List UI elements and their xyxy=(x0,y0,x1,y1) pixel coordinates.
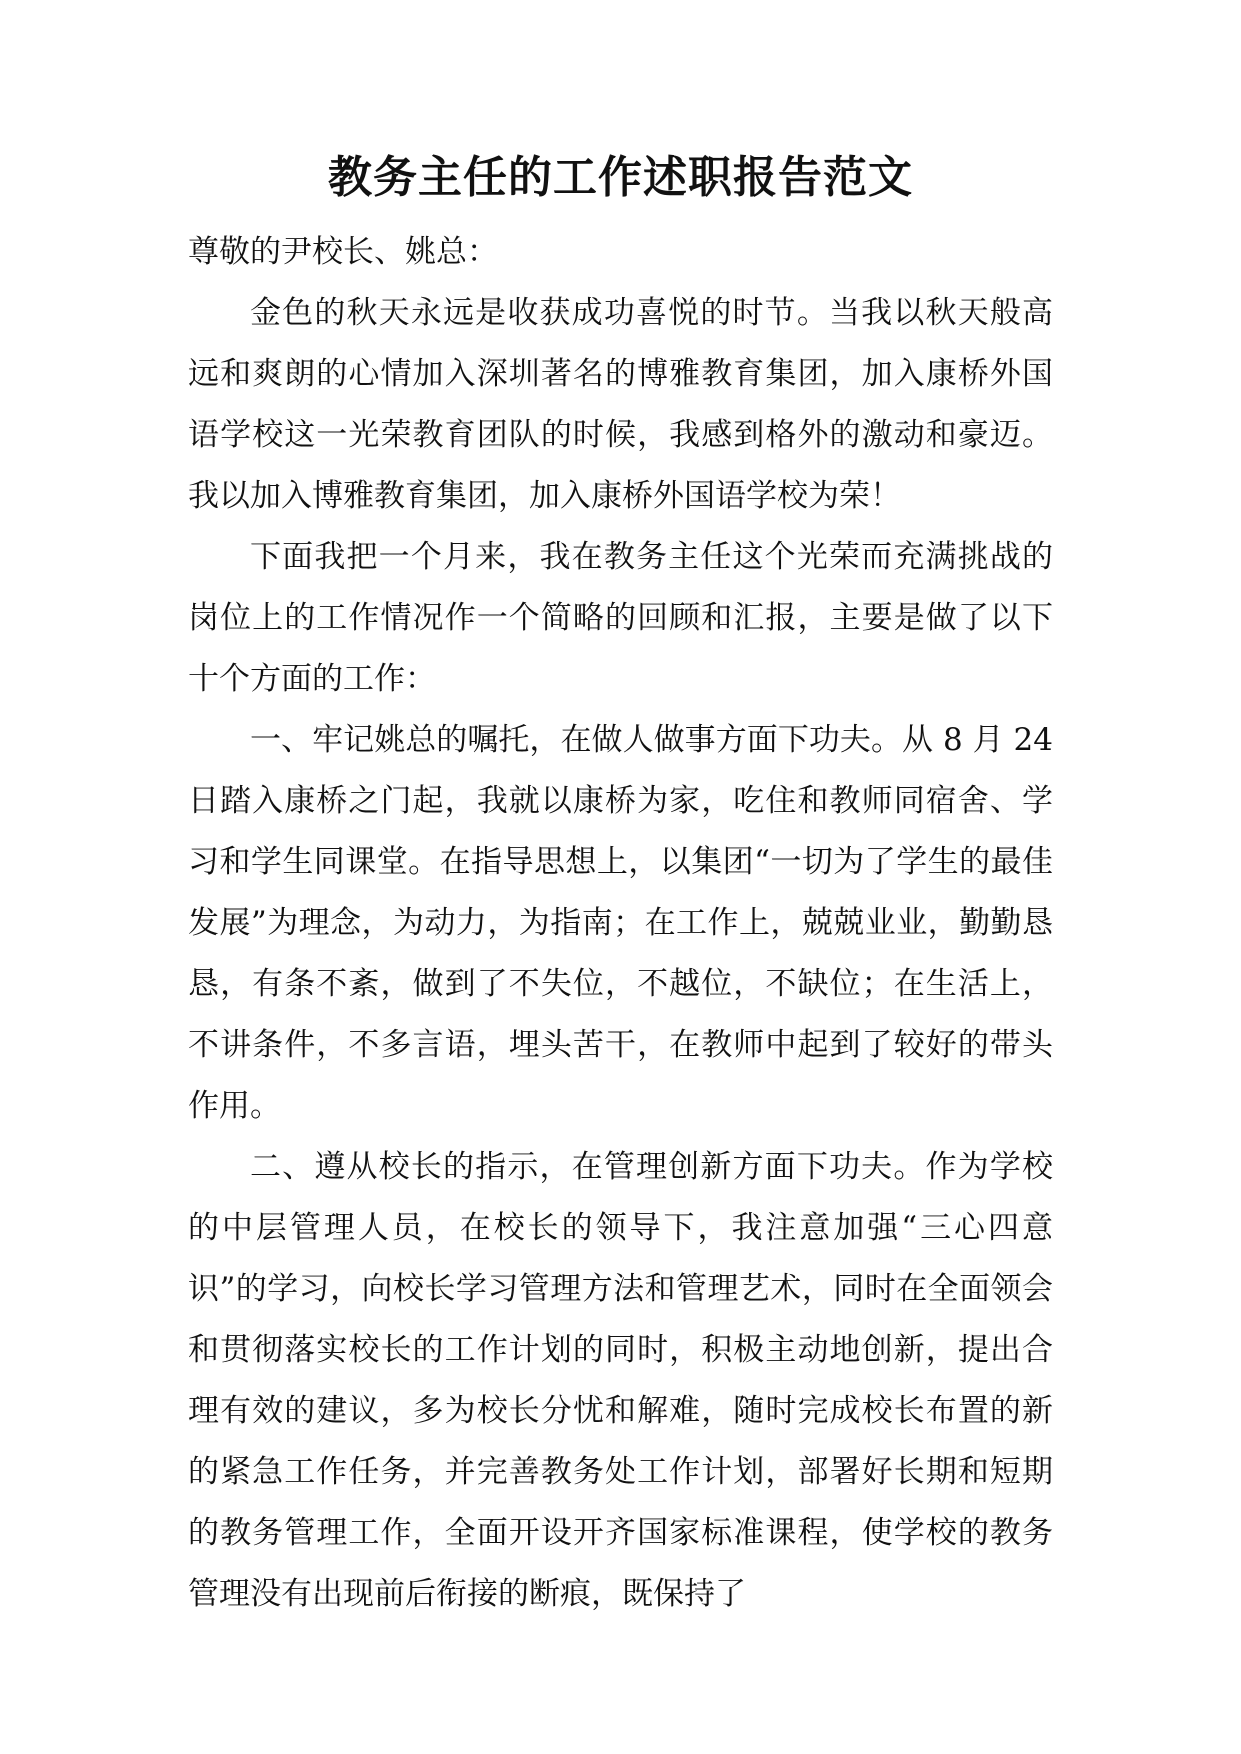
salutation: 尊敬的尹校长、姚总： xyxy=(188,234,498,270)
paragraph-overview: 下面我把一个月来，我在教务主任这个光荣而充满挑战的岗位上的工作情况作一个简略的回顾和汇报，主要是做了以下十个方面的工作： xyxy=(188,539,1053,697)
paragraph-intro: 金色的秋天永远是收获成功喜悦的时节。当我以秋天般高远和爽朗的心情加入深圳著名的博雅教育集团，加入康桥外国语学校这一光荣教育团队的时候，我感到格外的激动和豪迈。我以加入博雅教育集团，加入康桥外国语学校为荣！ xyxy=(188,295,1053,514)
paragraph-item-two: 二、遵从校长的指示，在管理创新方面下功夫。作为学校的中层管理人员，在校长的领导下，我注意加强“三心四意识”的学习，向校长学习管理方法和管理艺术，同时在全面领会和贯彻落实校长的工作计划的同时，积极主动地创新，提出合理有效的建议，多为校长分忧和解难，随时完成校长布置的新的紧急工作任务，并完善教务处工作计划，部署好长期和短期的教务管理工作，全面开设开齐国家标准课程，使学校的教务管理没有出现前后衔接的断痕，既保持了 xyxy=(188,1149,1053,1612)
document-title: 教务主任的工作述职报告范文 xyxy=(328,152,913,203)
paragraph-item-one: 一、牢记姚总的嘱托，在做人做事方面下功夫。从 8 月 24 日踏入康桥之门起，我就以康桥为家，吃住和教师同宿舍、学习和学生同课堂。在指导思想上，以集团“一切为了学生的最佳发展”为理念，为动力，为指南；在工作上，兢兢业业，勤勤恳恳，有条不紊，做到了不失位，不越位，不缺位；在生活上，不讲条件，不多言语，埋头苦干，在教师中起到了较好的带头作用。 xyxy=(188,722,1053,1124)
document-body xyxy=(188,222,1053,1625)
